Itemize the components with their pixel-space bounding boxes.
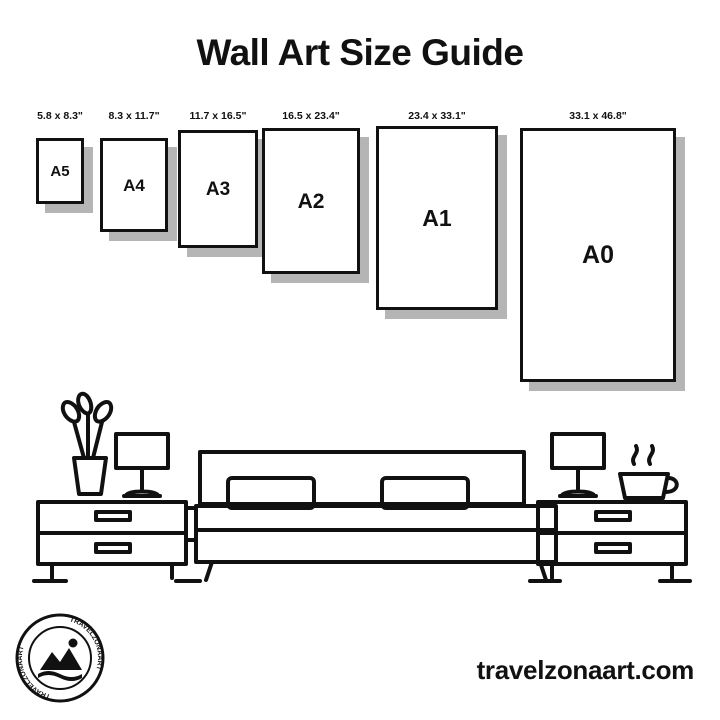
frame-name-a4: A4 (123, 175, 145, 195)
vase-with-flowers (63, 394, 111, 494)
frame-dimensions-label: 33.1 x 46.8" (569, 110, 627, 122)
frame-box-a0 (520, 128, 676, 382)
coffee-cup (620, 446, 677, 498)
frame-dimensions-label: 8.3 x 11.7" (108, 110, 160, 122)
frame-box-a3 (178, 130, 258, 248)
frame-name-a3: A3 (205, 178, 231, 200)
table-lamp-left (116, 434, 168, 496)
frame-box-a5 (36, 138, 84, 204)
frame-dimensions-label: 11.7 x 16.5" (189, 110, 247, 122)
frame-name-a0: A0 (582, 240, 614, 269)
frame-name-a2: A2 (297, 189, 325, 213)
nightstand-left (38, 502, 186, 578)
frame-box-a1 (376, 126, 498, 310)
frame-name-a5: A5 (50, 162, 70, 180)
frame-dimensions-label: 5.8 x 8.3" (37, 110, 83, 122)
frame-box-a2 (262, 128, 360, 274)
table-lamp-right (552, 434, 604, 496)
brand-logo (14, 612, 106, 704)
website-url: travelzonaart.com (476, 655, 694, 685)
bed (186, 452, 556, 580)
bedroom-scene (0, 378, 720, 603)
nightstand-right (538, 502, 686, 578)
frame-dimensions-label: 16.5 x 23.4" (282, 110, 340, 122)
mountain-icon (38, 639, 82, 682)
frame-name-a1: A1 (422, 204, 452, 231)
svg-text:TRAVELZONAART: TRAVELZONAART (68, 616, 103, 671)
frame-box-a4 (100, 138, 168, 232)
frame-size-row (0, 110, 720, 400)
frame-dimensions-label: 23.4 x 33.1" (408, 110, 466, 122)
page-title: Wall Art Size Guide (196, 32, 524, 73)
svg-text:TRAVELZONAART: TRAVELZONAART (17, 645, 52, 700)
